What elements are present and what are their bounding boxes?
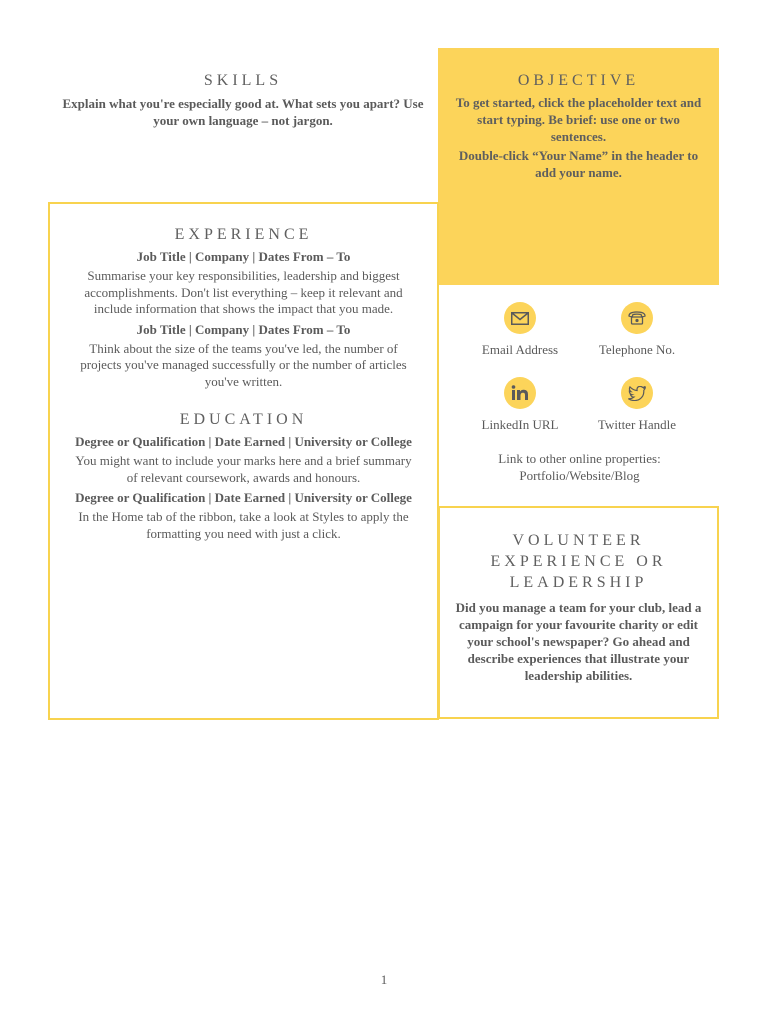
volunteer-text[interactable]: Did you manage a team for your club, lead a campaign for your favourite charity or edit your school's newspaper? Go ahead and describe experiences that illustrate your leadership abilities.: [455, 600, 702, 683]
contact-section: [440, 295, 719, 495]
experience-education-box: [48, 202, 439, 720]
education-description-2[interactable]: In the Home tab of the ribbon, take a look at Styles to apply the formatting you need with just a click.: [78, 509, 409, 541]
job-description-1[interactable]: Summarise your key responsibilities, leadership and biggest accomplishments. Don't list everything – keep it relevant and include information that shows the impact that you made.: [84, 268, 403, 316]
twitter-label[interactable]: Twitter Handle: [597, 417, 677, 432]
links-line-1: Link to other online properties:: [498, 451, 661, 466]
education-title-1[interactable]: Degree or Qualification | Date Earned | University or College: [75, 434, 412, 449]
job-title-1[interactable]: Job Title | Company | Dates From – To: [136, 249, 351, 264]
links-line-2: Portfolio/Website/Blog: [519, 467, 640, 483]
job-title-2[interactable]: Job Title | Company | Dates From – To: [136, 321, 351, 337]
linkedin-icon: [504, 377, 536, 409]
experience-heading[interactable]: EXPERIENCE: [174, 226, 313, 243]
volunteer-section: [438, 506, 719, 719]
objective-text-2[interactable]: Double-click “Your Name” in the header to add your name.: [458, 148, 699, 180]
online-properties[interactable]: [440, 451, 719, 484]
telephone-label[interactable]: Telephone No.: [598, 342, 676, 357]
objective-heading[interactable]: OBJECTIVE: [517, 72, 640, 89]
volunteer-heading[interactable]: VOLUNTEER EXPERIENCE OR LEADERSHIP: [490, 532, 667, 591]
skills-text[interactable]: Explain what you're especially good at. What sets you apart? Use your own language – not jargon.: [62, 96, 424, 128]
skills-heading[interactable]: SKILLS: [203, 72, 283, 89]
contact-telephone[interactable]: [567, 302, 707, 358]
envelope-icon: [504, 302, 536, 334]
job-description-2[interactable]: Think about the size of the teams you've led, the number of projects you've managed successfully or the number of articles you've written.: [80, 340, 407, 389]
objective-text-1[interactable]: To get started, click the placeholder text and start typing. Be brief: use one or two sentences.: [455, 95, 702, 144]
skills-section: [48, 70, 438, 129]
email-label[interactable]: Email Address: [481, 342, 559, 357]
education-heading[interactable]: EDUCATION: [179, 411, 308, 428]
page-number: 1: [380, 972, 388, 987]
education-title-2[interactable]: Degree or Qualification | Date Earned | University or College: [75, 490, 412, 505]
twitter-bird-icon: [621, 377, 653, 409]
objective-section: [438, 48, 719, 285]
education-description-1[interactable]: You might want to include your marks here and a brief summary of relevant coursework, awards and honours.: [75, 453, 412, 485]
contact-twitter[interactable]: [567, 377, 707, 433]
telephone-icon: [621, 302, 653, 334]
linkedin-label[interactable]: LinkedIn URL: [481, 417, 559, 432]
